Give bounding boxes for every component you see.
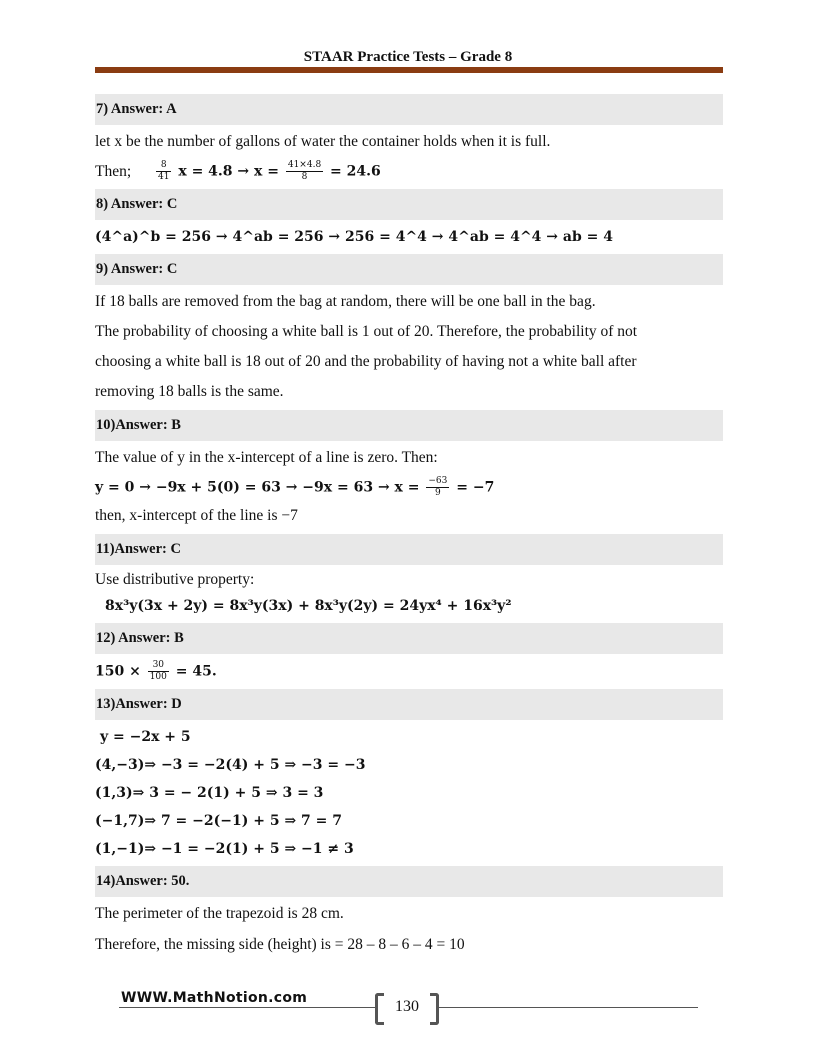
answer-9-text-1: If 18 balls are removed from the bag at random, there will be one ball in the bag. — [95, 293, 596, 310]
answer-12-fraction: $\frac{30}{100}$ — [149, 660, 167, 682]
answer-key-content — [95, 94, 723, 960]
answer-11-equation: 8x³y(3x + 2y) = 8x³y(3x) + 8x³y(2y) = 24yx⁴ + 16x³y² — [105, 598, 512, 614]
answer-7-text: let x be the number of gallons of water the container holds when it is full. — [95, 133, 551, 150]
answer-8-heading: 8) Answer: C — [95, 189, 723, 220]
answer-12-eq-end: = 45. — [175, 663, 217, 680]
answer-7-eq-mid: x = 4.8 → x = — [178, 163, 279, 180]
answer-14-text-1: The perimeter of the trapezoid is 28 cm. — [95, 905, 344, 922]
header-divider — [95, 67, 723, 73]
answer-9-text-3: choosing a white ball is 18 out of 20 and the probability of having not a white ball after — [95, 353, 637, 370]
footer-website-link[interactable]: WWW.MathNotion.com — [121, 990, 308, 1006]
answer-10-heading: 10)Answer: B — [95, 410, 723, 441]
answer-9-text-4: removing 18 balls is the same. — [95, 383, 284, 400]
answer-10-fraction: $\frac{-63}{9}$ — [428, 476, 448, 498]
answer-7-fraction-2: $\frac{41\times 4.8}{8}$ — [287, 160, 322, 182]
page-number: 130 — [375, 993, 439, 1021]
page-header-title: STAAR Practice Tests – Grade 8 — [303, 49, 513, 65]
answer-13-equation-0: y = −2x + 5 — [100, 729, 191, 745]
answer-7-fraction-1: $\frac{8}{41}$ — [158, 160, 170, 182]
answer-7-equation — [95, 157, 723, 186]
answer-14-text-2: Therefore, the missing side (height) is = 28 – 8 – 6 – 4 = 10 — [95, 936, 465, 953]
answer-13-equation-4: (1,−1)⇒ −1 = −2(1) + 5 ⇒ −1 ≠ 3 — [95, 841, 354, 857]
answer-11-heading: 11)Answer: C — [95, 534, 723, 565]
answer-9-heading: 9) Answer: C — [95, 254, 723, 285]
answer-13-heading: 13)Answer: D — [95, 689, 723, 720]
answer-13-equation-2: (1,3)⇒ 3 = − 2(1) + 5 ⇒ 3 = 3 — [95, 785, 324, 801]
answer-7-heading: 7) Answer: A — [95, 94, 723, 125]
answer-10-eq-start: y = 0 → −9x + 5(0) = 63 → −9x = 63 → x = — [95, 479, 420, 496]
answer-7-eq-end: = 24.6 — [330, 163, 381, 180]
answer-13-equation-3: (−1,7)⇒ 7 = −2(−1) + 5 ⇒ 7 = 7 — [95, 813, 343, 829]
answer-11-text: Use distributive property: — [95, 571, 255, 588]
answer-10-text: The value of y in the x-intercept of a line is zero. Then: — [95, 449, 438, 466]
answer-9-text-2: The probability of choosing a white ball is 1 out of 20. Therefore, the probability of not — [95, 323, 638, 340]
answer-10-eq-end: = −7 — [456, 479, 495, 496]
answer-12-heading: 12) Answer: B — [95, 623, 723, 654]
answer-8-equation: (4^a)^b = 256 → 4^ab = 256 → 256 = 4^4 → 4^ab = 4^4 → ab = 4 — [95, 229, 613, 245]
answer-7-then: Then; — [95, 162, 132, 180]
answer-14-heading: 14)Answer: 50. — [95, 866, 723, 897]
answer-13-equation-1: (4,−3)⇒ −3 = −2(4) + 5 ⇒ −3 = −3 — [95, 757, 366, 773]
answer-10-conclusion: then, x-intercept of the line is −7 — [95, 507, 298, 524]
answer-10-equation — [95, 473, 723, 502]
answer-12-equation — [95, 657, 723, 686]
answer-12-eq-start: 150 × — [95, 663, 141, 680]
